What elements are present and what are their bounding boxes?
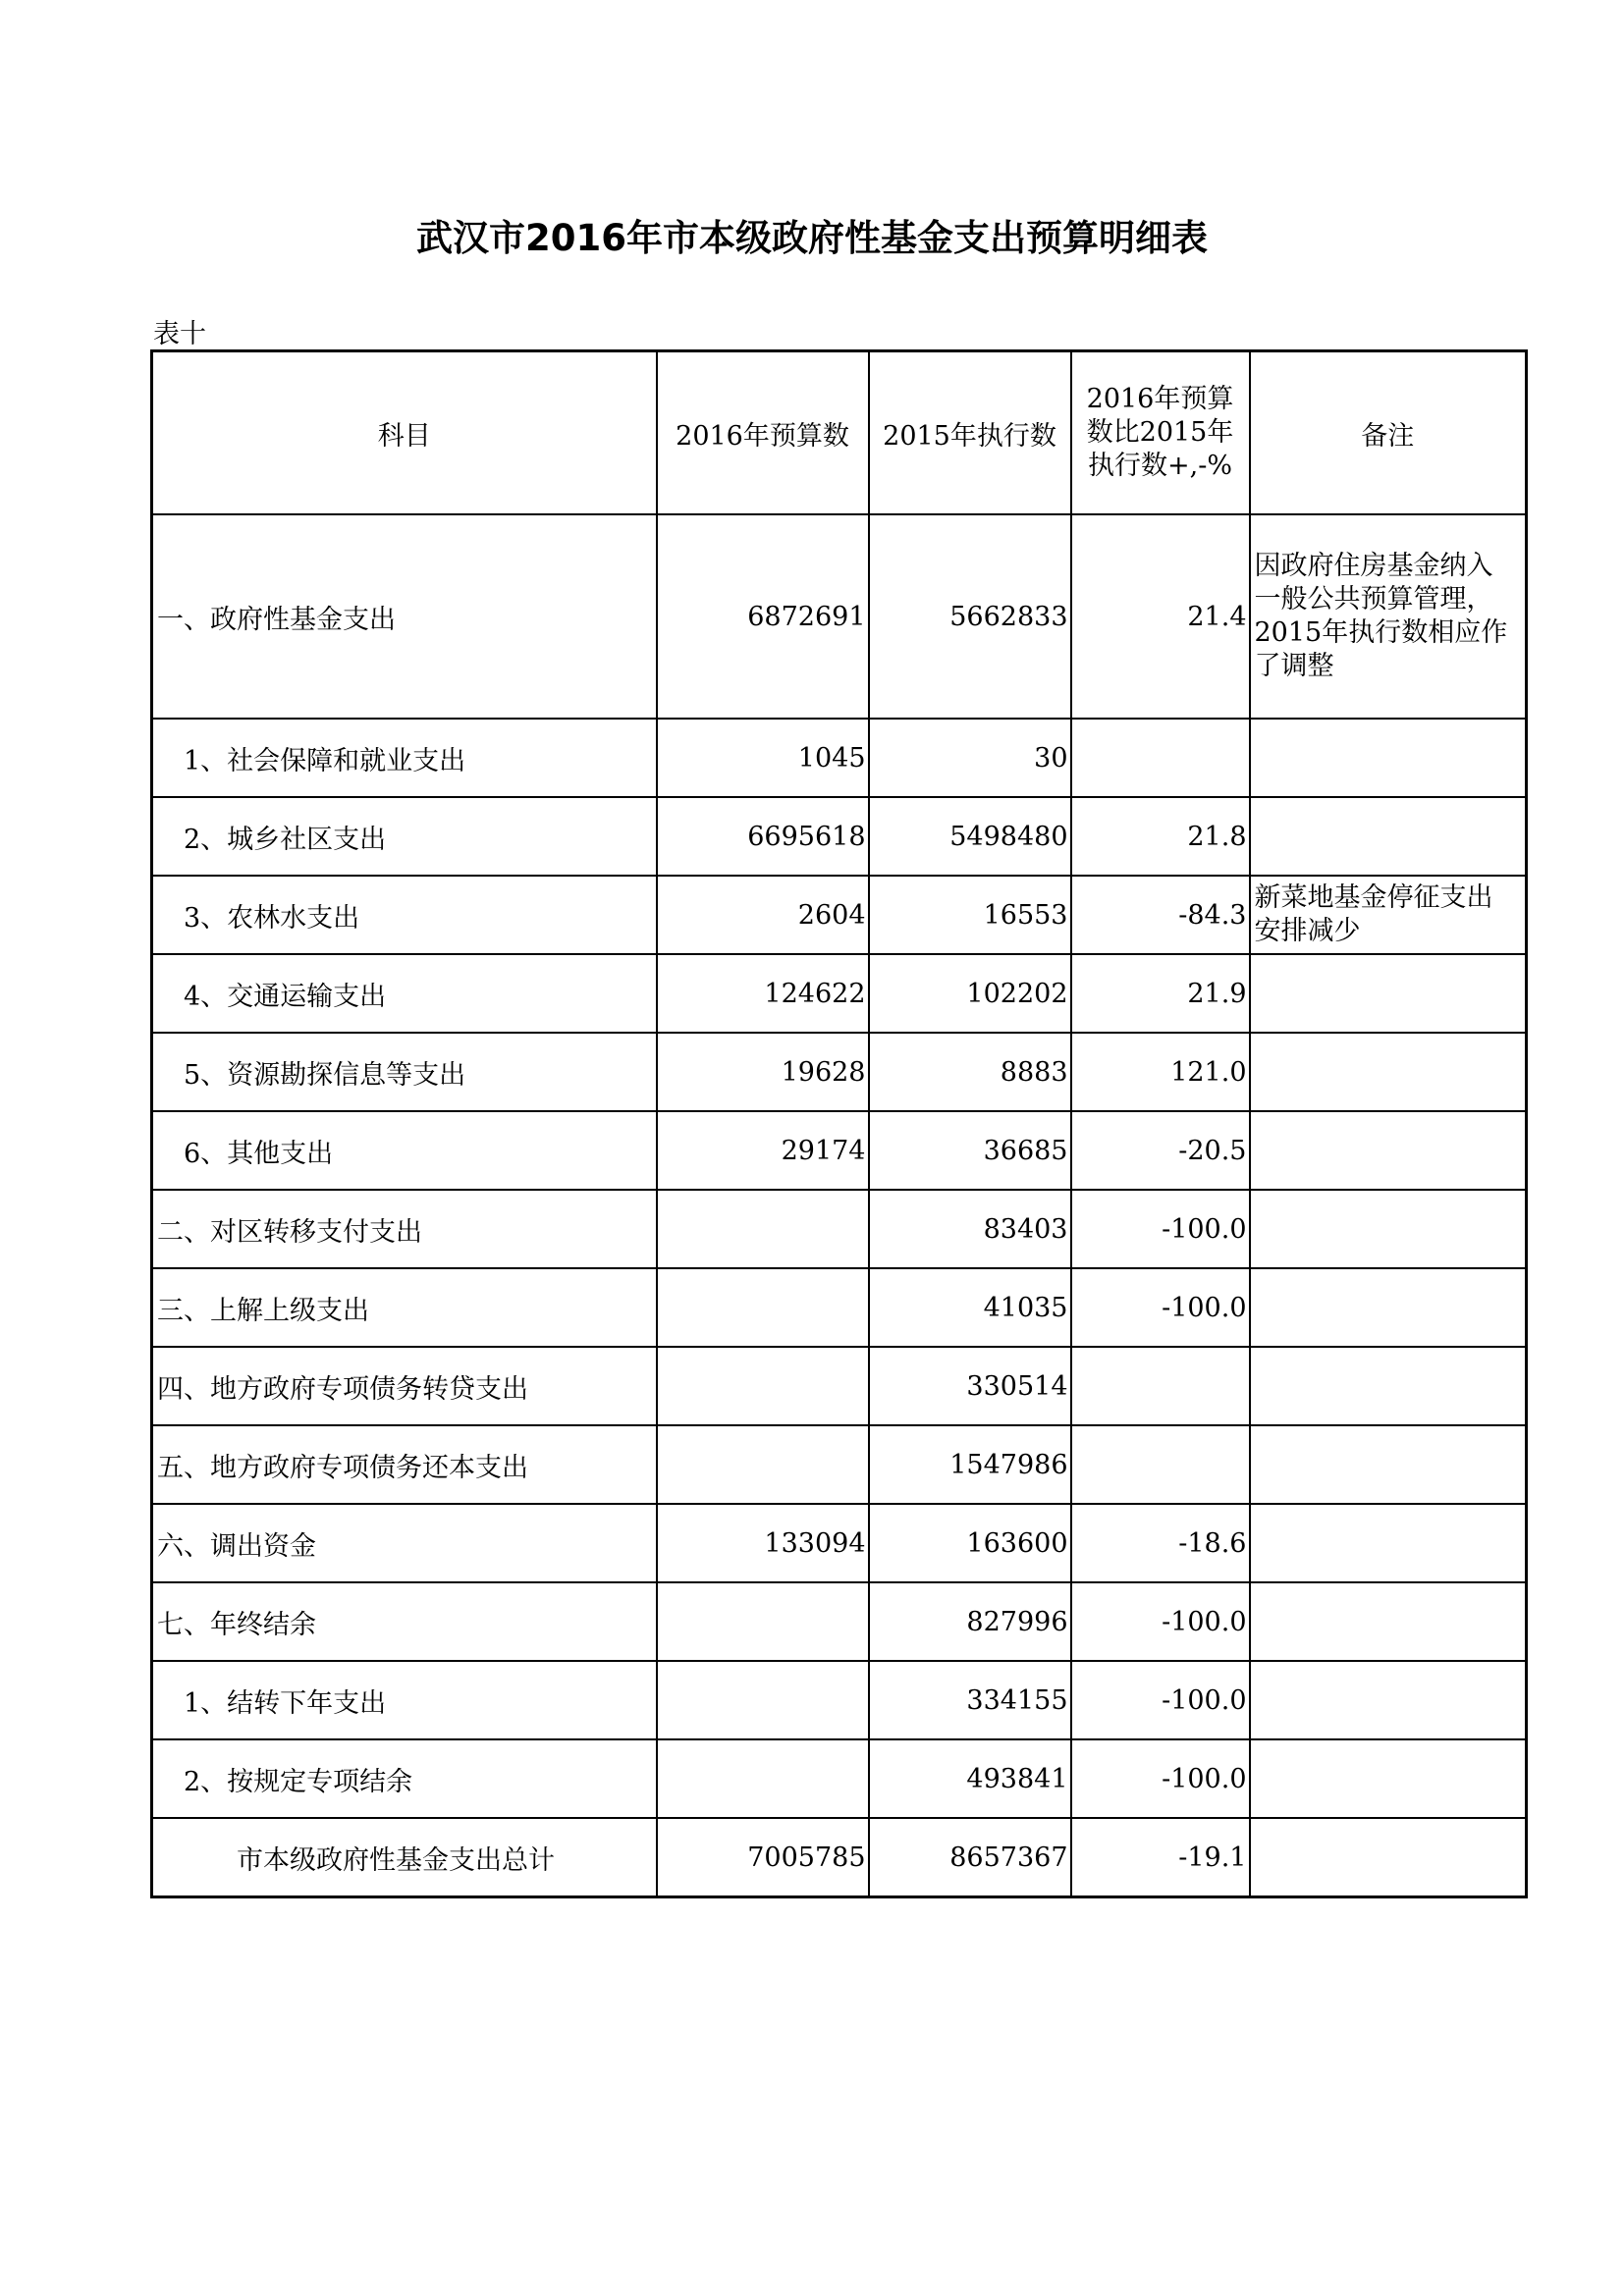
cell-budget-2016: 6695618 — [657, 797, 869, 876]
table-row — [152, 1111, 1527, 1190]
cell-note — [1250, 514, 1527, 719]
table-label: 表十 — [153, 319, 206, 349]
cell-budget-2016 — [657, 1268, 869, 1347]
cell-change-pct: -100.0 — [1071, 1661, 1250, 1739]
cell-budget-2016: 2604 — [657, 876, 869, 954]
table-row — [152, 514, 1527, 719]
table-row — [152, 1739, 1527, 1818]
cell-budget-2016 — [657, 1425, 869, 1504]
cell-actual-2015: 330514 — [869, 1347, 1071, 1425]
cell-actual-2015: 30 — [869, 719, 1071, 797]
table-row — [152, 719, 1527, 797]
cell-subject: 2、按规定专项结余 — [152, 1739, 657, 1818]
cell-budget-2016: 1045 — [657, 719, 869, 797]
cell-note — [1250, 719, 1527, 797]
cell-budget-2016: 29174 — [657, 1111, 869, 1190]
cell-note — [1250, 876, 1527, 954]
cell-change-pct: -84.3 — [1071, 876, 1250, 954]
cell-change-pct: -19.1 — [1071, 1818, 1250, 1897]
cell-actual-2015: 83403 — [869, 1190, 1071, 1268]
cell-budget-2016 — [657, 1347, 869, 1425]
header-subject: 科目 — [152, 351, 657, 515]
cell-change-pct: 21.4 — [1071, 514, 1250, 719]
table-row — [152, 1661, 1527, 1739]
cell-subject: 二、对区转移支付支出 — [152, 1190, 657, 1268]
cell-actual-2015: 1547986 — [869, 1425, 1071, 1504]
cell-note — [1250, 1582, 1527, 1661]
cell-actual-2015: 5662833 — [869, 514, 1071, 719]
note-line: 2015年执行数相应作 — [1254, 617, 1508, 648]
table-row — [152, 1347, 1527, 1425]
note-line: 了调整 — [1254, 651, 1334, 681]
cell-change-pct — [1071, 719, 1250, 797]
cell-note — [1250, 1190, 1527, 1268]
cell-actual-2015: 36685 — [869, 1111, 1071, 1190]
cell-subject: 市本级政府性基金支出总计 — [152, 1818, 657, 1897]
cell-budget-2016: 133094 — [657, 1504, 869, 1582]
cell-change-pct: -100.0 — [1071, 1190, 1250, 1268]
cell-budget-2016 — [657, 1582, 869, 1661]
header-change-line: 执行数+,-% — [1088, 451, 1232, 481]
note-line: 一般公共预算管理， — [1254, 584, 1493, 614]
cell-subject: 一、政府性基金支出 — [152, 514, 657, 719]
cell-note — [1250, 1347, 1527, 1425]
cell-actual-2015: 334155 — [869, 1661, 1071, 1739]
table-row — [152, 1268, 1527, 1347]
header-change-line: 2016年预算 — [1086, 384, 1234, 414]
cell-note — [1250, 1661, 1527, 1739]
cell-subject: 六、调出资金 — [152, 1504, 657, 1582]
cell-change-pct — [1071, 1347, 1250, 1425]
cell-note — [1250, 1425, 1527, 1504]
cell-note — [1250, 1268, 1527, 1347]
cell-note — [1250, 1111, 1527, 1190]
header-note: 备注 — [1250, 351, 1527, 515]
cell-change-pct: 121.0 — [1071, 1033, 1250, 1111]
cell-actual-2015: 493841 — [869, 1739, 1071, 1818]
cell-change-pct: 21.8 — [1071, 797, 1250, 876]
cell-change-pct: -100.0 — [1071, 1582, 1250, 1661]
cell-note — [1250, 1739, 1527, 1818]
cell-subject: 1、社会保障和就业支出 — [152, 719, 657, 797]
table-row — [152, 797, 1527, 876]
cell-subject: 3、农林水支出 — [152, 876, 657, 954]
table-row — [152, 1425, 1527, 1504]
cell-actual-2015: 8657367 — [869, 1818, 1071, 1897]
header-actual-2015: 2015年执行数 — [869, 351, 1071, 515]
cell-note — [1250, 1504, 1527, 1582]
table-row — [152, 1818, 1527, 1897]
cell-note — [1250, 797, 1527, 876]
cell-actual-2015: 163600 — [869, 1504, 1071, 1582]
note-line: 因政府住房基金纳入 — [1254, 551, 1493, 581]
cell-budget-2016 — [657, 1739, 869, 1818]
document-title: 武汉市2016年市本级政府性基金支出预算明细表 — [416, 217, 1208, 259]
table-row — [152, 876, 1527, 954]
cell-change-pct — [1071, 1425, 1250, 1504]
cell-actual-2015: 102202 — [869, 954, 1071, 1033]
budget-table — [150, 349, 1528, 1898]
cell-subject: 1、结转下年支出 — [152, 1661, 657, 1739]
cell-note — [1250, 1818, 1527, 1897]
cell-budget-2016 — [657, 1190, 869, 1268]
cell-actual-2015: 5498480 — [869, 797, 1071, 876]
cell-actual-2015: 41035 — [869, 1268, 1071, 1347]
cell-subject: 5、资源勘探信息等支出 — [152, 1033, 657, 1111]
cell-subject: 6、其他支出 — [152, 1111, 657, 1190]
cell-subject: 七、年终结余 — [152, 1582, 657, 1661]
cell-change-pct: -18.6 — [1071, 1504, 1250, 1582]
cell-budget-2016: 124622 — [657, 954, 869, 1033]
table-row — [152, 954, 1527, 1033]
cell-subject: 五、地方政府专项债务还本支出 — [152, 1425, 657, 1504]
table-row — [152, 1033, 1527, 1111]
cell-actual-2015: 827996 — [869, 1582, 1071, 1661]
note-line: 新菜地基金停征支出 — [1254, 882, 1493, 913]
note-line: 安排减少 — [1254, 916, 1361, 946]
cell-note — [1250, 954, 1527, 1033]
cell-note — [1250, 1033, 1527, 1111]
header-change-line: 数比2015年 — [1086, 417, 1234, 448]
table-row — [152, 1190, 1527, 1268]
cell-subject: 4、交通运输支出 — [152, 954, 657, 1033]
table-row — [152, 1582, 1527, 1661]
header-change-pct — [1071, 351, 1250, 515]
cell-subject: 四、地方政府专项债务转贷支出 — [152, 1347, 657, 1425]
cell-budget-2016: 7005785 — [657, 1818, 869, 1897]
cell-change-pct: -20.5 — [1071, 1111, 1250, 1190]
header-budget-2016: 2016年预算数 — [657, 351, 869, 515]
cell-actual-2015: 8883 — [869, 1033, 1071, 1111]
table-row — [152, 1504, 1527, 1582]
cell-budget-2016: 6872691 — [657, 514, 869, 719]
cell-change-pct: 21.9 — [1071, 954, 1250, 1033]
cell-subject: 三、上解上级支出 — [152, 1268, 657, 1347]
header-row — [152, 351, 1527, 515]
cell-change-pct: -100.0 — [1071, 1739, 1250, 1818]
cell-subject: 2、城乡社区支出 — [152, 797, 657, 876]
cell-budget-2016: 19628 — [657, 1033, 869, 1111]
cell-budget-2016 — [657, 1661, 869, 1739]
cell-change-pct: -100.0 — [1071, 1268, 1250, 1347]
cell-actual-2015: 16553 — [869, 876, 1071, 954]
